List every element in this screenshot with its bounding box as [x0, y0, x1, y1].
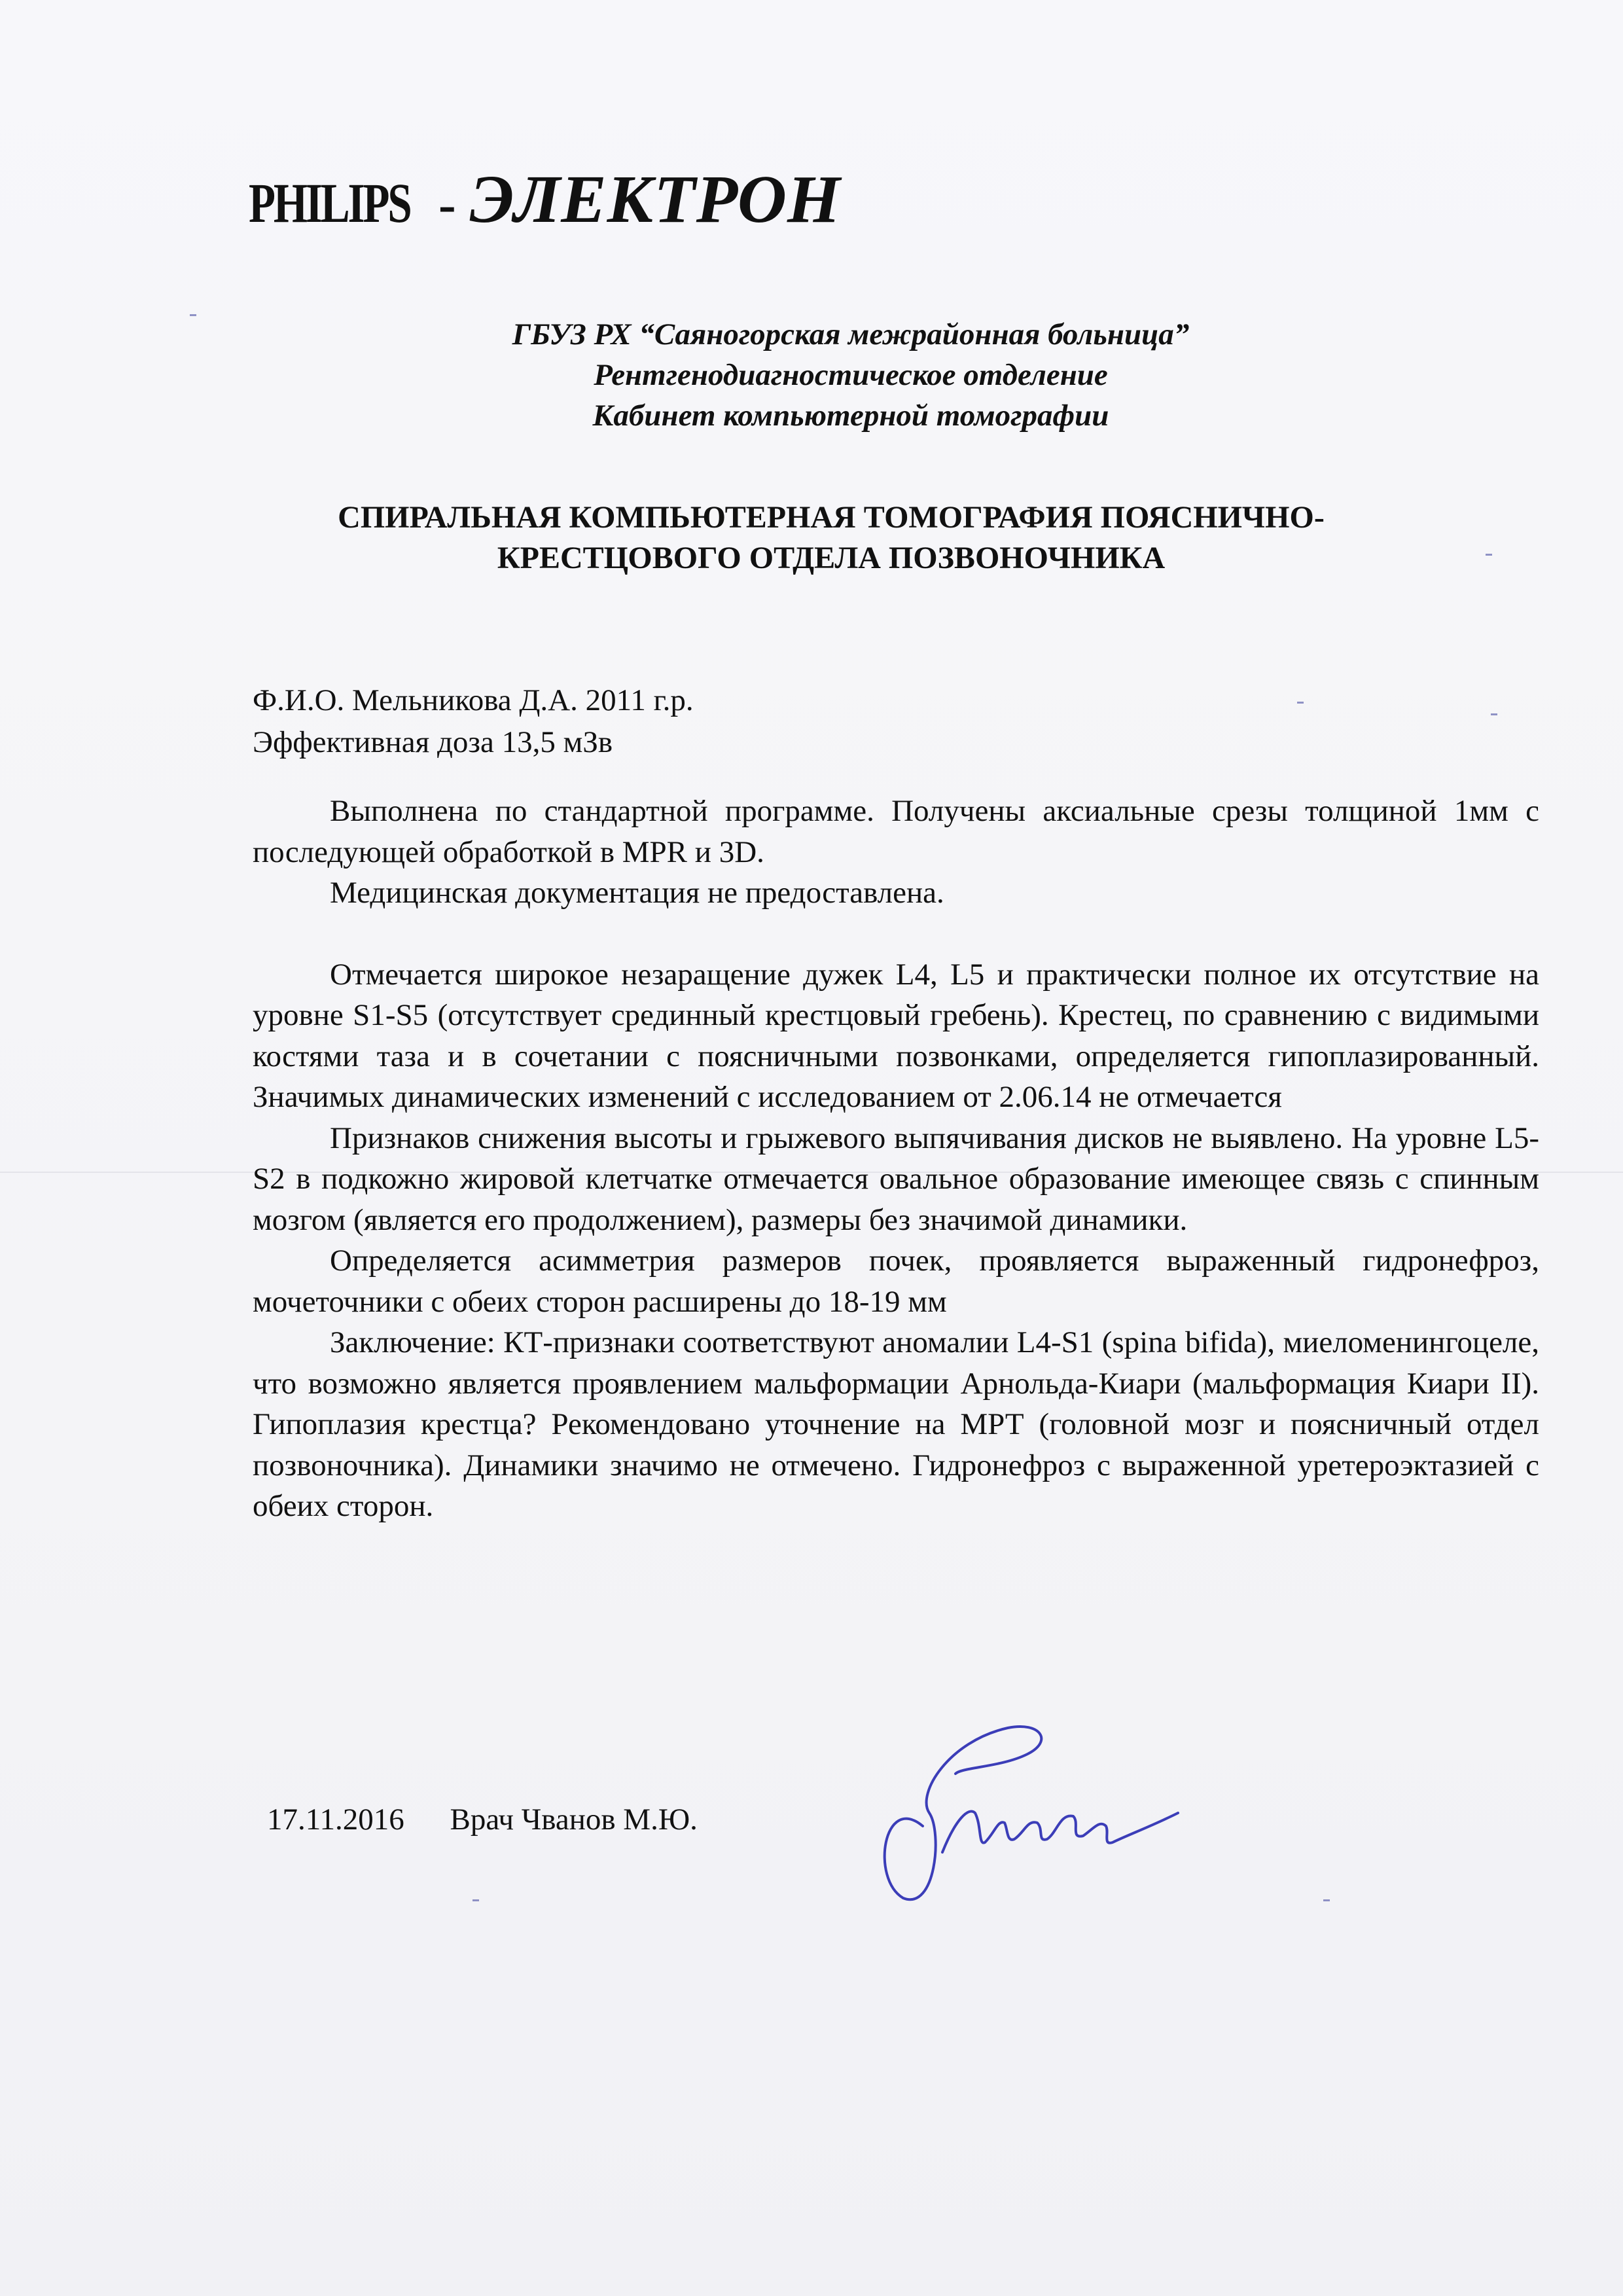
document-title-line-1: СПИРАЛЬНАЯ КОМПЬЮТЕРНАЯ ТОМОГРАФИЯ ПОЯСНИЧНО-	[338, 500, 1325, 535]
doctor-name: Врач Чванов М.Ю.	[450, 1803, 698, 1837]
ink-speck	[1486, 554, 1492, 556]
patient-info	[253, 679, 694, 763]
paragraph-conclusion: Заключение: КТ-признаки соответствуют аномалии L4-S1 (spina bifida), миеломенингоцеле, что возможно является проявлением мальформации Арнольда-Киари (мальформация Киари II). Гипоплазия крестца? Рекомендовано уточнение на МРТ (головной мозг и поясничный отдел позвоночника). Динамики значимо не отмечено. Гидронефроз с выраженной уретероэктазией с обеих сторон.	[253, 1325, 1539, 1523]
logo-separator: -	[438, 176, 457, 234]
report-footer	[267, 1799, 698, 1840]
department-name: Рентгенодиагностическое отделение	[594, 358, 1108, 392]
report-date: 17.11.2016	[267, 1803, 404, 1837]
ink-speck	[1491, 713, 1497, 715]
ink-speck	[1323, 1899, 1330, 1901]
organization-name: ГБУЗ РХ “Саяногорская межрайонная больница”	[512, 317, 1190, 351]
logo-brand: PHILIPS	[249, 171, 410, 234]
paragraph-findings-bones: Отмечается широкое незаращение дужек L4, L5 и практически полное их отсутствие на уровне S1-S5 (отсутствует срединный крестцовый гребень). Крестец, по сравнению с видимыми костями таза и в сочетании с поясничными позвонками, определяется гипоплазированный. Значимых динамических изменений с исследованием от 2.06.14 не отмечается	[253, 957, 1539, 1114]
document-title	[236, 497, 1427, 579]
document-title-line-2: КРЕСТЦОВОГО ОТДЕЛА ПОЗВОНОЧНИКА	[497, 541, 1166, 575]
handwritten-signature	[844, 1715, 1185, 1911]
paragraph-documentation: Медицинская документация не предоставлена.	[330, 876, 944, 910]
ink-speck	[1297, 702, 1304, 704]
logo-name: ЭЛЕКТРОН	[469, 162, 841, 237]
company-logo	[249, 160, 841, 245]
signature-stroke	[885, 1727, 1178, 1899]
office-name: Кабинет компьютерной томографии	[592, 399, 1109, 433]
paragraph-findings-discs: Признаков снижения высоты и грыжевого выпячивания дисков не выявлено. На уровне L5-S2 в подкожно жировой клетчатке отмечается овальное образование имеющее связь с спинным мозгом (является его продолжением), размеры без значимой динамики.	[253, 1121, 1539, 1237]
ink-speck	[190, 314, 196, 316]
ink-speck	[473, 1899, 479, 1901]
organization-header	[366, 314, 1335, 436]
patient-name: Ф.И.О. Мельникова Д.А. 2011 г.р.	[253, 683, 694, 717]
effective-dose: Эффективная доза 13,5 мЗв	[253, 725, 613, 759]
paragraph-procedure: Выполнена по стандартной программе. Получены аксиальные срезы толщиной 1мм с последующей обработкой в MPR и 3D.	[253, 794, 1539, 869]
paragraph-findings-kidneys: Определяется асимметрия размеров почек, проявляется выраженный гидронефроз, мочеточники с обеих сторон расширены до 18-19 мм	[253, 1244, 1539, 1319]
report-body	[253, 791, 1539, 1527]
